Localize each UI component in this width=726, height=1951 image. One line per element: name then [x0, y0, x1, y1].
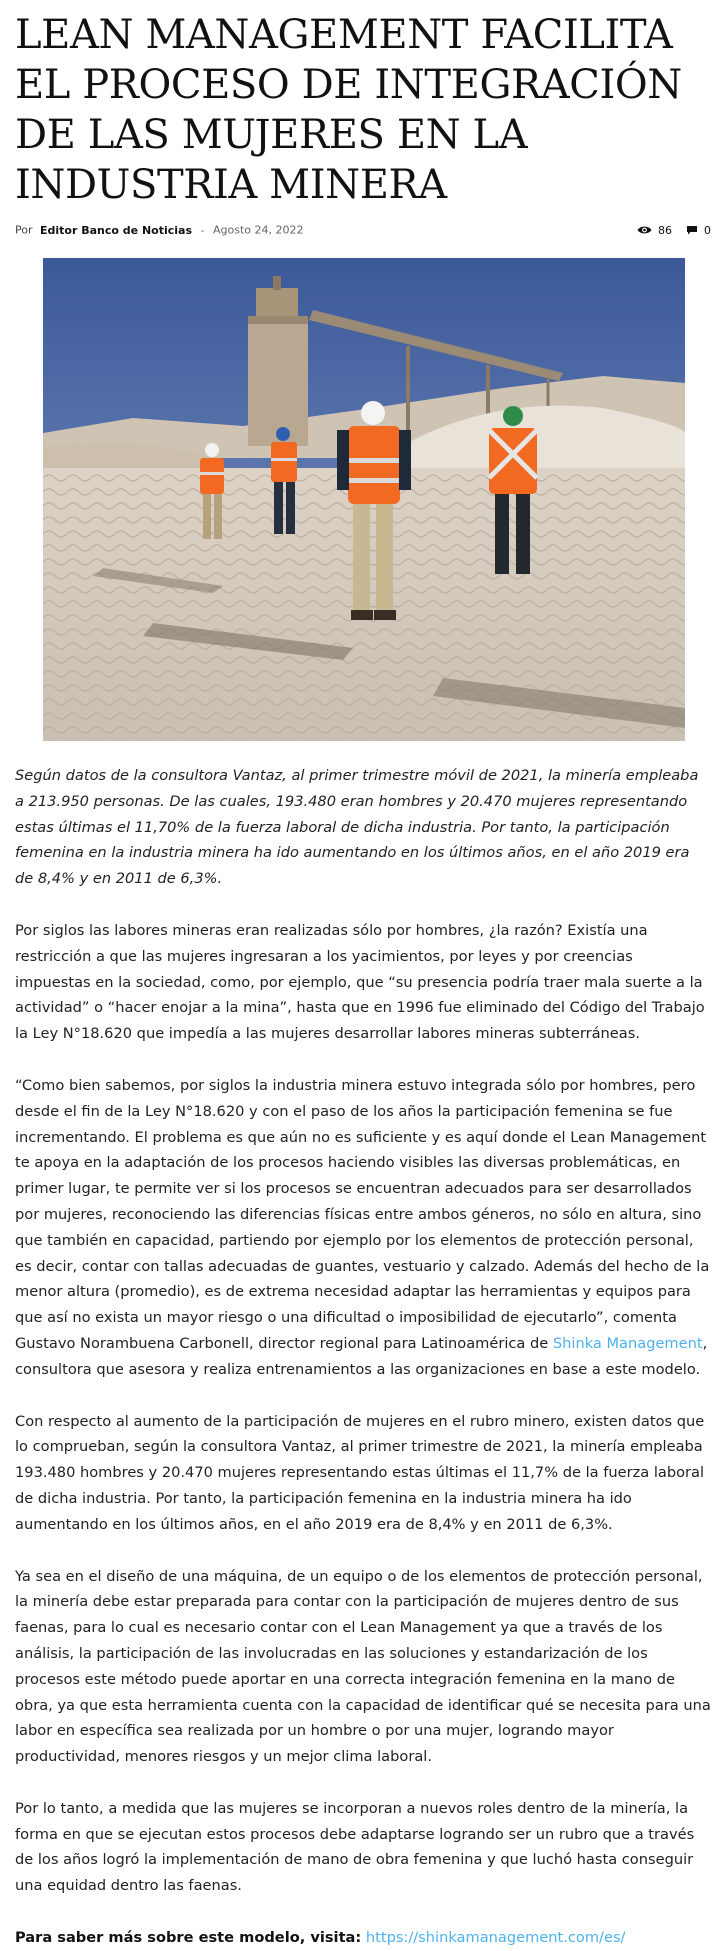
- cta-label: Para saber más sobre este modelo, visita:: [15, 1929, 362, 1947]
- publish-date: Agosto 24, 2022: [212, 223, 304, 237]
- shinka-website-link[interactable]: https://shinkamanagement.com/es/: [365, 1929, 626, 1947]
- quote-text-end: , consultora que asesora y realiza entrenamientos a las organizaciones en base a este modelo.: [15, 1334, 708, 1378]
- mining-workers-photo: [43, 258, 685, 741]
- cta-paragraph: [15, 1925, 711, 1951]
- body-paragraph: Con respecto al aumento de la participación de mujeres en el rubro minero, existen datos que lo comprueban, según la consultora Vantaz, al primer trimestre de 2021, la minería empleaba 193.480 hombres y 20.470 mujeres representando estas últimas el 11,7% de la fuerza laboral de dicha industria. Por tanto, la participación femenina en la industria minera ha ido aumentando en los últimos años, en el año 2019 era de 8,4% y en 2011 de 6,3%.: [15, 1412, 705, 1533]
- body-paragraph: Por siglos las labores mineras eran realizadas sólo por hombres, ¿la razón? Existía una restricción a que las mujeres ingresaran a los yacimientos, por leyes y por creencias impuestas en la sociedad, como, por ejemplo, que “su presencia podría traer mala suerte a la actividad” o “hacer enojar a la mina”, hasta que en 1996 fue eliminado del Código del Trabajo la Ley N°18.620 que impedía a las mujeres desarrollar labores mineras subterráneas.: [15, 921, 705, 1043]
- views-value: 86: [658, 223, 672, 237]
- meta-byline: [15, 223, 303, 237]
- quote-paragraph: [15, 1073, 711, 1383]
- comments-value: 0: [704, 223, 711, 237]
- article-meta: [15, 218, 711, 242]
- featured-image: [43, 258, 685, 741]
- shinka-management-link[interactable]: Shinka Management: [552, 1334, 703, 1352]
- meta-separator: -: [200, 223, 205, 237]
- by-label: Por: [15, 223, 33, 237]
- eye-icon: [637, 225, 652, 235]
- comments-count[interactable]: [686, 224, 711, 237]
- lead-paragraph: Según datos de la consultora Vantaz, al primer trimestre móvil de 2021, la minería empleaba a 213.950 personas. De las cuales, 193.480 eran hombres y 20.470 mujeres representando estas últimas el 11,70% de la fuerza laboral de dicha industria. Por tanto, la participación femenina en la industria minera ha ido aumentando en los últimos años, en el año 2019 era de 8,4% y en 2011 de 6,3%.: [15, 767, 699, 888]
- body-paragraph: Ya sea en el diseño de una máquina, de un equipo o de los elementos de protección personal, la minería debe estar preparada para contar con la participación de mujeres dentro de sus faenas, para lo cual es necesario contar con el Lean Management ya que a través de los análisis, la participación de las involucradas en las soluciones y estandarización de los procesos este método puede aportar en una correcta integración femenina en la mano de obra, ya que esta herramienta cuenta con la capacidad de identificar qué se necesita para una labor en específica sea realizada por un hombre o por una mujer, logrando mayor productividad, menores riesgos y un mejor clima laboral.: [15, 1567, 711, 1766]
- quote-text: “Como bien sabemos, por siglos la industria minera estuvo integrada sólo por hombres, pero desde el fin de la Ley N°18.620 y con el paso de los años la participación femenina se fue incrementando. El problema es que aún no es suficiente y es aquí donde el Lean Management te apoya en la adaptación de los procesos haciendo visibles las diversas problemáticas, en primer lugar, te permite ver si los procesos se encuentran adecuados para ser desarrollados por mujeres, reconociendo las diferencias físicas entre ambos géneros, no sólo en altura, sino que también en capacidad, partiendo por ejemplo por los elementos de protección personal, es decir, contar con tallas adecuadas de guantes, vestuario y calzado. Además del hecho de la menor altura (promedio), es de extrema necesidad adaptar las herramientas y equipos para que así no exista un mayor riesgo o una dificultad o imposibilidad de ejecutarlo”, comenta Gustavo Norambuena Carbonell, director regional para Latinoamérica de: [15, 1076, 710, 1352]
- article-title: LEAN MANAGEMENT FACILITA EL PROCESO DE INTEGRACIÓN DE LAS MUJERES EN LA INDUSTRIA MINERA: [15, 12, 682, 208]
- article-body: [15, 763, 711, 1951]
- author-link[interactable]: Editor Banco de Noticias: [40, 223, 192, 237]
- views-count: [637, 224, 672, 237]
- meta-stats: [637, 224, 711, 237]
- body-paragraph: Por lo tanto, a medida que las mujeres se incorporan a nuevos roles dentro de la minería, la forma en que se ejecutan estos procesos debe adaptarse logrando ser un rubro que a través de los años logró la implementación de mano de obra femenina y que luchó hasta conseguir una equidad dentro las faenas.: [15, 1799, 695, 1895]
- comment-icon: [686, 225, 698, 235]
